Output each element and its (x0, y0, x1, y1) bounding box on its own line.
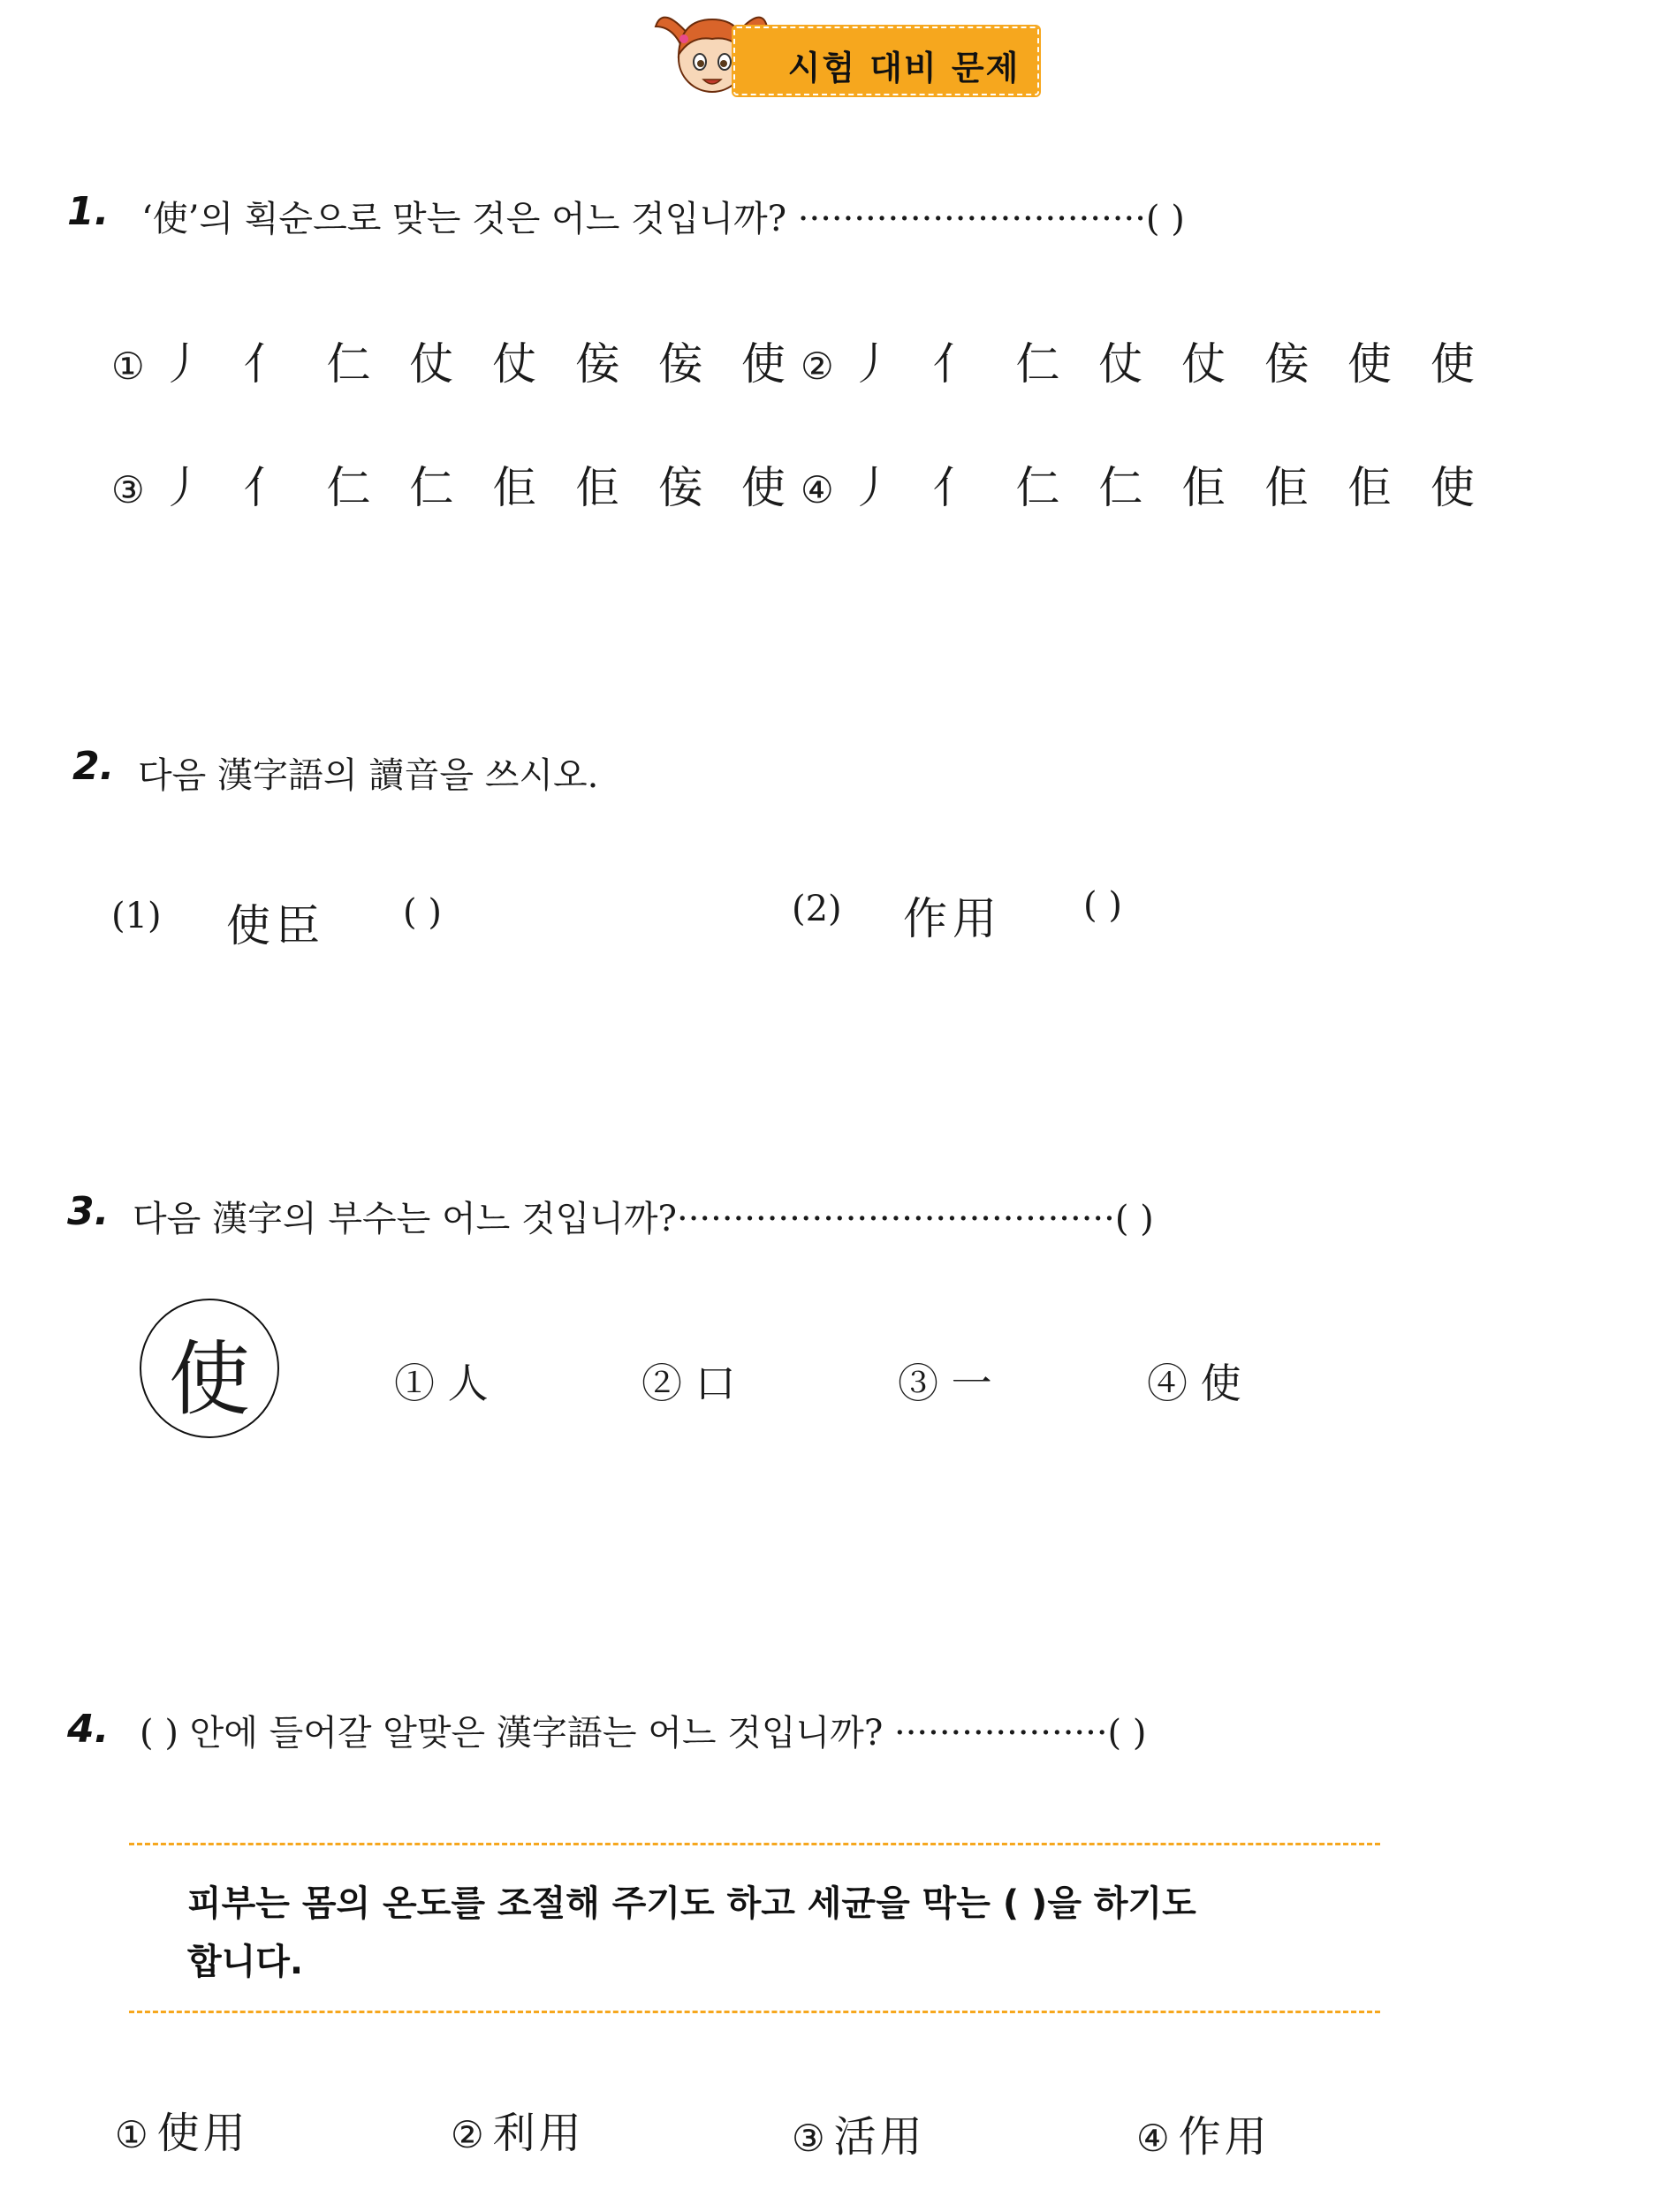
choice-number: ① (111, 345, 145, 388)
option-word: 活用 (833, 2112, 926, 2162)
option-word: 利用 (492, 2109, 585, 2158)
q2-number: 2. (72, 744, 115, 789)
header-badge-group (654, 0, 1051, 106)
q2-item-2-word: 作用 (903, 893, 1002, 944)
option-number: ① (115, 2113, 148, 2156)
option-char: 口 (695, 1360, 736, 1407)
q3-option-4[interactable] (1147, 1352, 1241, 1410)
q1-choice-1[interactable] (111, 329, 798, 392)
option-word: 作用 (1178, 2112, 1271, 2162)
q1-choice-2[interactable] (801, 329, 1487, 392)
q1-choice-4[interactable] (801, 452, 1487, 516)
q2-item-1-blank[interactable]: ( ) (403, 892, 442, 933)
q4-option-4[interactable] (1136, 2102, 1271, 2163)
stroke-sequence: 丿 亻 仁 仁 佢 佢 侫 使 (160, 462, 798, 513)
q2-item-1 (111, 896, 162, 936)
passage-bottom-divider (129, 2011, 1380, 2013)
q2-item-2 (792, 889, 842, 929)
option-number: ③ (898, 1360, 938, 1407)
option-number: ④ (1136, 2117, 1170, 2160)
q2-text: 다음 漢字語의 讀音을 쓰시오. (138, 755, 599, 796)
option-number: ① (394, 1360, 435, 1407)
choice-number: ② (801, 345, 834, 388)
option-char: 一 (951, 1360, 992, 1407)
q4-option-3[interactable] (792, 2102, 926, 2163)
q3-number: 3. (67, 1189, 110, 1234)
item-number: (1) (111, 896, 162, 936)
q3-option-1[interactable] (394, 1352, 489, 1410)
q4-option-1[interactable] (115, 2099, 249, 2160)
stroke-sequence: 丿 亻 仁 仗 仗 侫 侫 使 (160, 338, 798, 390)
q1-text: ‘使’의 획순으로 맞는 것은 어느 것입니까? ·······························( ) (141, 199, 1185, 239)
choice-number: ③ (111, 468, 145, 511)
q2-item-2-blank[interactable]: ( ) (1083, 885, 1122, 926)
q1-number: 1. (67, 189, 110, 234)
passage-line-2: 합니다. (187, 1942, 304, 1982)
q4-option-2[interactable] (451, 2099, 585, 2160)
option-char: 使 (1200, 1360, 1241, 1407)
page-title: 시험 대비 문제 (787, 49, 1021, 87)
option-number: ② (451, 2113, 484, 2156)
option-number: ② (641, 1360, 682, 1407)
q4-number: 4. (67, 1707, 110, 1752)
q3-option-3[interactable] (898, 1352, 992, 1410)
q4-text: ( ) 안에 들어갈 알맞은 漢字語는 어느 것입니까? ···················( ) (140, 1713, 1147, 1754)
passage-top-divider (129, 1843, 1380, 1845)
choice-number: ④ (801, 468, 834, 511)
q1-choice-3[interactable] (111, 452, 798, 516)
option-number: ④ (1147, 1360, 1188, 1407)
option-word: 使用 (156, 2109, 249, 2158)
option-char: 人 (447, 1360, 489, 1407)
target-char: 使 (168, 1332, 250, 1427)
option-number: ③ (792, 2117, 825, 2160)
q3-text: 다음 漢字의 부수는 어느 것입니까?·······································( ) (133, 1199, 1154, 1239)
item-number: (2) (792, 889, 842, 929)
q2-item-1-word: 使臣 (226, 900, 325, 951)
title-badge (733, 27, 1039, 95)
passage-line-1: 피부는 몸의 온도를 조절해 주기도 하고 세균을 막는 ( )을 하기도 (187, 1883, 1196, 1924)
stroke-sequence: 丿 亻 仁 仗 仗 侫 使 使 (849, 338, 1487, 390)
q3-option-2[interactable] (641, 1352, 736, 1410)
q4-passage (187, 1875, 1371, 1991)
stroke-sequence: 丿 亻 仁 仁 佢 佢 佢 使 (849, 462, 1487, 513)
